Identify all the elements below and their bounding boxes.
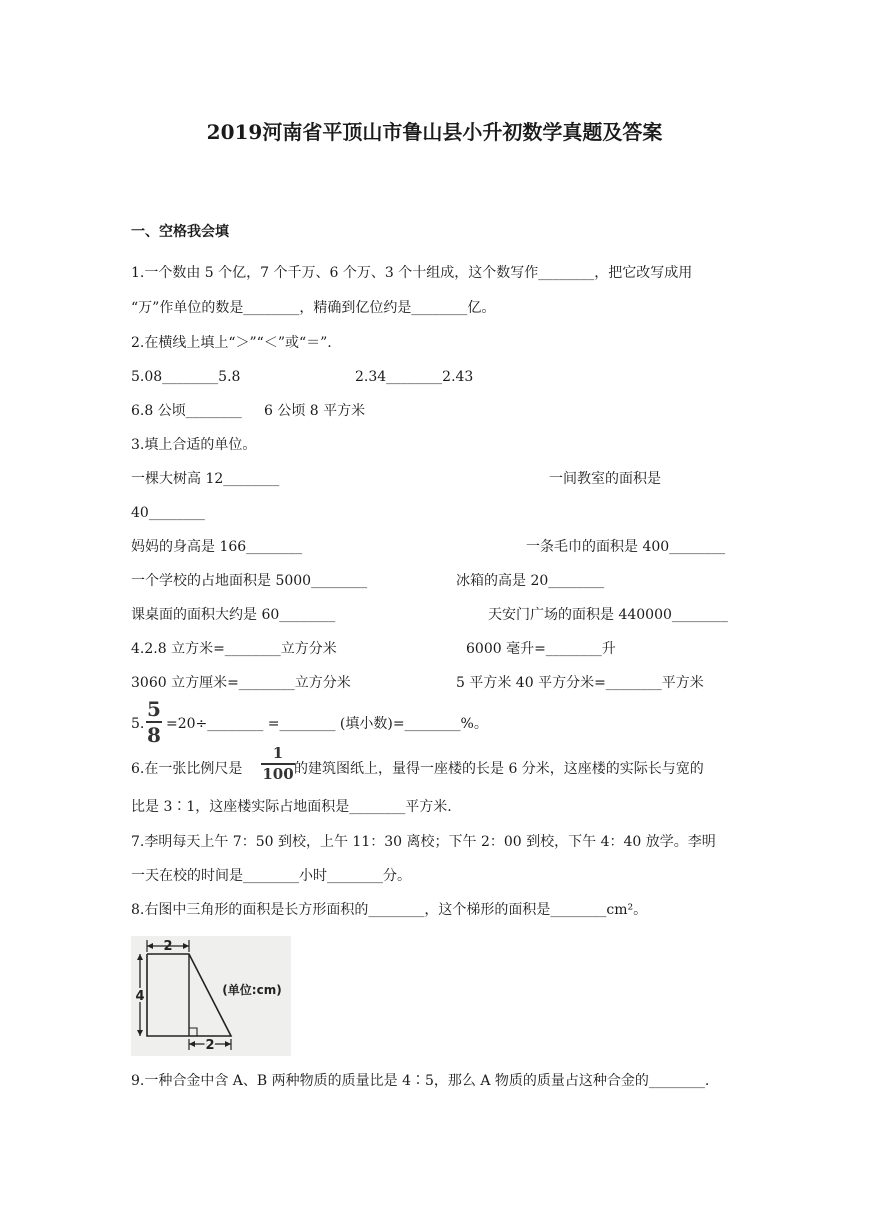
q5-fraction xyxy=(146,699,162,745)
q2-item-c: 6.8 公顷________ xyxy=(131,403,242,419)
q3-item-c: 妈妈的身高是 166________ xyxy=(131,539,303,555)
q3-item-g: 课桌面的面积大约是 60________ xyxy=(131,607,336,623)
q5-fraction-denominator: 8 xyxy=(147,723,161,747)
q3-item-f: 冰箱的高是 20________ xyxy=(456,573,605,589)
q3-item-d: 一条毛巾的面积是 400________ xyxy=(526,539,726,555)
fig-bottom-label: 2 xyxy=(205,1038,215,1053)
q1-line1: 1.一个数由 5 个亿，7 个千万、6 个万、3 个十组成，这个数写作________，把它改写成用 xyxy=(131,265,693,281)
q6-fraction-denominator: 100 xyxy=(262,765,294,783)
q9-line1: 9.一种合金中含 A、B 两种物质的质量比是 4∶5，那么 A 物质的质量占这种合金的________. xyxy=(131,1073,710,1089)
q3-item-b: 一间教室的面积是 xyxy=(549,471,661,487)
q6-line2: 比是 3∶1，这座楼实际占地面积是________平方米. xyxy=(131,799,452,815)
q3-item-b2: 40________ xyxy=(131,505,205,521)
q6-fraction-numerator: 1 xyxy=(272,744,284,762)
q1-line2: “万”作单位的数是________，精确到亿位约是________亿。 xyxy=(131,300,496,316)
q4-item-d: 5 平方米 40 平方分米=________平方米 xyxy=(456,675,704,691)
trapezoid-diagram xyxy=(131,936,291,1056)
q2-item-a: 5.08________5.8 xyxy=(131,369,241,385)
q5-prefix: 5. xyxy=(131,716,145,732)
q8-line1: 8.右图中三角形的面积是长方形面积的________，这个梯形的面积是________cm²。 xyxy=(131,902,648,918)
q6-rest: 的建筑图纸上，量得一座楼的长是 6 分米，这座楼的实际长与宽的 xyxy=(294,761,704,777)
q3-item-e: 一个学校的占地面积是 5000________ xyxy=(131,573,368,589)
q4-item-a: 4.2.8 立方米=________立方分米 xyxy=(131,641,337,657)
page-title: 2019河南省平顶山市鲁山县小升初数学真题及答案 xyxy=(206,120,663,144)
q2-item-d: 6 公顷 8 平方米 xyxy=(264,403,366,419)
q5-rest: =20÷________ =________ (填小数)=________%。 xyxy=(166,716,488,732)
section-heading: 一、空格我会填 xyxy=(131,224,229,240)
fig-left-label: 4 xyxy=(135,989,145,1004)
q3-item-h: 天安门广场的面积是 440000________ xyxy=(488,607,728,623)
q6-scale-fraction xyxy=(261,746,295,782)
q2-stem: 2.在横线上填上“＞”“＜”或“＝”. xyxy=(131,335,332,351)
q7-line2: 一天在校的时间是________小时________分。 xyxy=(131,868,411,884)
q4-item-b: 6000 毫升=________升 xyxy=(466,641,616,657)
fig-unit-label: (单位:cm) xyxy=(222,983,282,997)
q4-item-c: 3060 立方厘米=________立方分米 xyxy=(131,675,351,691)
q2-item-b: 2.34________2.43 xyxy=(355,369,474,385)
trapezoid-figure xyxy=(131,936,291,1056)
fig-top-label: 2 xyxy=(163,939,173,954)
q3-stem: 3.填上合适的单位。 xyxy=(131,437,257,453)
q5-fraction-numerator: 5 xyxy=(147,697,161,721)
q3-item-a: 一棵大树高 12________ xyxy=(131,471,280,487)
q6-prefix: 6.在一张比例尺是 xyxy=(131,761,243,777)
q7-line1: 7.李明每天上午 7：50 到校，上午 11：30 离校；下午 2：00 到校，下午 4：40 放学。李明 xyxy=(131,834,716,850)
